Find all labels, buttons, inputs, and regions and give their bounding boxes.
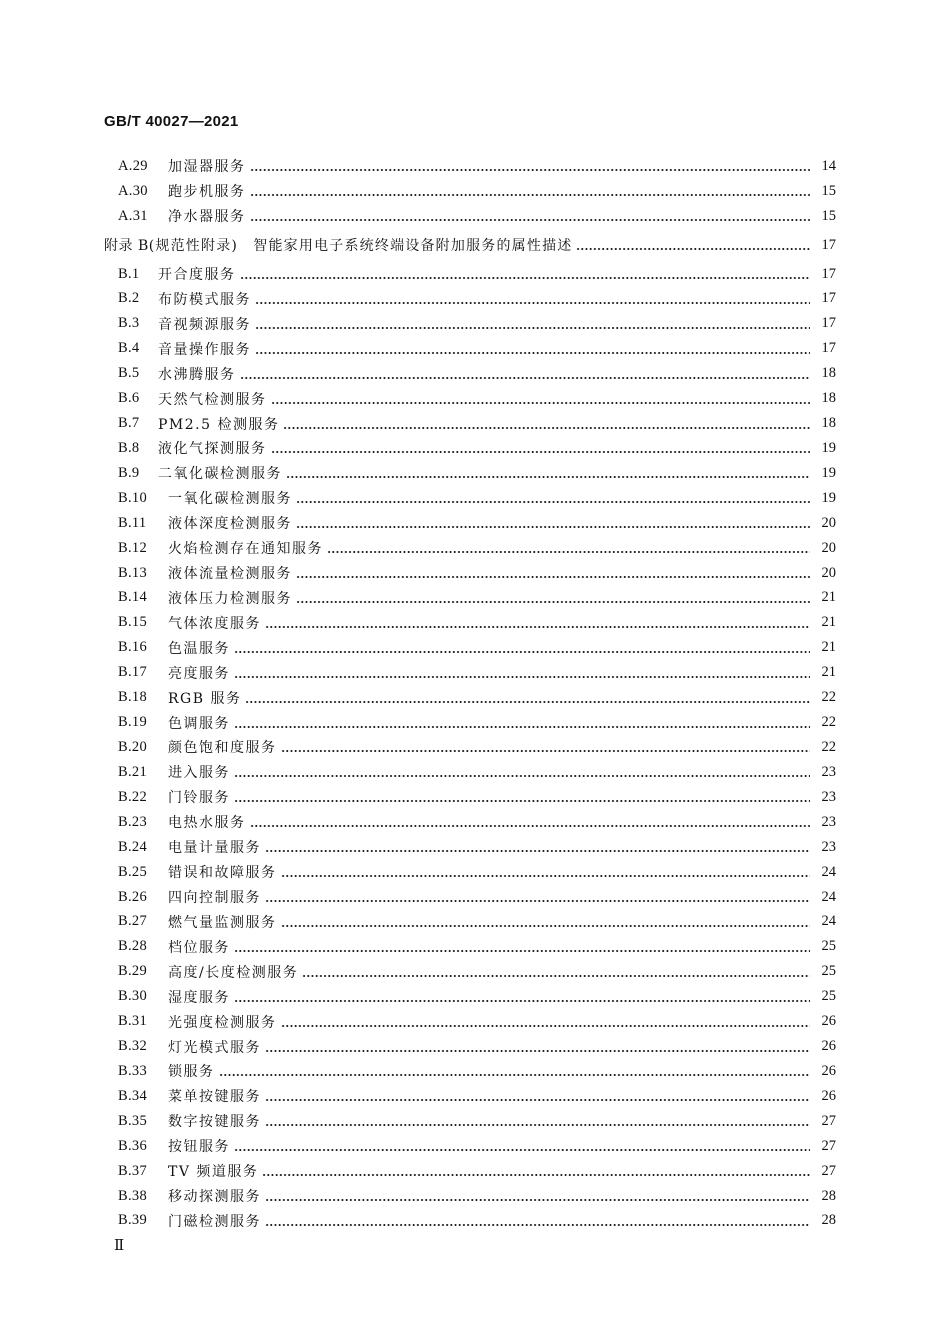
toc-dot-leader [286, 461, 810, 485]
toc-dot-leader [240, 262, 811, 286]
toc-entry-number: B.34 [118, 1087, 147, 1104]
toc-entry-title: 音量操作服务 [158, 341, 251, 358]
toc-entry-page-number: 21 [821, 614, 836, 631]
toc-entry-number: B.4 [118, 340, 140, 357]
toc-entry-title: 气体浓度服务 [168, 615, 261, 632]
toc-entry-number: B.12 [118, 539, 147, 556]
toc-entry-number: B.31 [118, 1013, 147, 1030]
toc-entry-title: TV 频道服务 [168, 1164, 259, 1181]
toc-entry[interactable] [118, 885, 836, 909]
toc-entry-number: B.28 [118, 938, 147, 955]
toc-dot-leader [296, 561, 810, 585]
toc-entry-number: B.33 [118, 1062, 147, 1079]
toc-entry-number: B.36 [118, 1137, 147, 1154]
toc-entry-title: 四向控制服务 [168, 890, 261, 906]
toc-entry-page-number: 21 [821, 664, 836, 681]
toc-entry[interactable] [118, 362, 836, 386]
toc-entry-number: B.18 [118, 689, 147, 706]
toc-entry[interactable] [118, 1184, 836, 1208]
toc-entry[interactable] [118, 312, 836, 336]
toc-entry-title: 门铃服务 [168, 790, 230, 807]
toc-entry-title: 液体流量检测服务 [168, 566, 292, 583]
toc-entry-page-number: 26 [821, 1087, 836, 1104]
toc-dot-leader [250, 179, 811, 203]
toc-entry[interactable] [118, 461, 836, 485]
toc-entry-title: 火焰检测存在通知服务 [168, 541, 323, 558]
toc-entry[interactable] [118, 1159, 836, 1183]
toc-entry-page-number: 14 [821, 157, 836, 174]
toc-dot-leader [250, 810, 811, 834]
toc-entry-number: B.7 [118, 415, 140, 432]
toc-entry[interactable] [118, 412, 836, 436]
toc-entry-title: PM2.5 检测服务 [158, 416, 280, 433]
toc-entry-title: 湿度服务 [168, 989, 230, 1006]
toc-entry-title: RGB 服务 [168, 690, 242, 707]
toc-entry-page-number: 26 [821, 1038, 836, 1055]
toc-entry-title: 菜单按键服务 [168, 1089, 261, 1106]
toc-entry-title: 光强度检测服务 [168, 1014, 277, 1031]
toc-entry-number: B.17 [118, 664, 147, 681]
toc-entry-title: 按钮服务 [168, 1139, 230, 1156]
toc-dot-leader [265, 1109, 810, 1133]
toc-entry-page-number: 20 [821, 564, 836, 581]
toc-entry-number: B.23 [118, 813, 147, 830]
toc-dot-leader [281, 860, 811, 884]
toc-entry[interactable] [118, 611, 836, 635]
toc-entry[interactable] [118, 985, 836, 1009]
toc-entry[interactable] [118, 785, 836, 809]
toc-dot-leader [245, 686, 810, 710]
toc-entry-page-number: 28 [821, 1212, 836, 1229]
toc-entry-number: 附录 B [104, 238, 149, 254]
toc-entry-page-number: 25 [821, 938, 836, 955]
toc-entry-number: B.13 [118, 564, 147, 581]
toc-entry-title: 净水器服务 [168, 209, 246, 225]
toc-entry-number: B.24 [118, 838, 147, 855]
toc-dot-leader [234, 935, 810, 959]
toc-dot-leader [262, 1159, 810, 1183]
toc-entry-page-number: 26 [821, 1013, 836, 1030]
toc-entry-page-number: 23 [821, 788, 836, 805]
toc-entry-page-number: 17 [821, 340, 836, 357]
toc-entry-number: B.26 [118, 888, 147, 905]
toc-entry[interactable] [118, 586, 836, 610]
toc-dot-leader [296, 486, 810, 510]
toc-entry-page-number: 25 [821, 988, 836, 1005]
toc-entry-number: B.2 [118, 290, 140, 307]
toc-entry-number: B.22 [118, 788, 147, 805]
toc-entry-number: B.29 [118, 963, 147, 980]
toc-dot-leader [234, 711, 810, 735]
toc-entry-title: 色温服务 [168, 640, 230, 657]
toc-entry[interactable] [118, 1035, 836, 1059]
toc-entry-page-number: 18 [821, 365, 836, 382]
toc-entry-number: B.39 [118, 1212, 147, 1229]
toc-entry-number: B.8 [118, 439, 140, 456]
toc-entry-number: B.30 [118, 988, 147, 1005]
toc-entry-title: 天然气检测服务 [158, 391, 267, 408]
toc-entry[interactable] [118, 835, 836, 859]
toc-entry-page-number: 22 [821, 738, 836, 755]
toc-dot-leader [281, 910, 811, 934]
toc-entry-page-number: 17 [821, 265, 836, 282]
toc-entry-page-number: 20 [821, 514, 836, 531]
toc-entry[interactable] [118, 1010, 836, 1034]
toc-entry-page-number: 27 [821, 1137, 836, 1154]
toc-entry-title: 门磁检测服务 [168, 1213, 261, 1230]
toc-dot-leader [265, 885, 810, 909]
toc-entry-title: (规范性附录) 智能家用电子系统终端设备附加服务的属性描述 [148, 238, 573, 254]
toc-entry-page-number: 15 [821, 182, 836, 199]
toc-entry-number: B.38 [118, 1187, 147, 1204]
toc-entry-number: B.32 [118, 1038, 147, 1055]
toc-entry-number: B.10 [118, 489, 147, 506]
document-standard-number: GB/T 40027—2021 [104, 113, 239, 130]
toc-dot-leader [234, 661, 810, 685]
toc-entry-page-number: 19 [821, 464, 836, 481]
toc-entry-number: A.31 [118, 207, 148, 224]
toc-entry-title: 跑步机服务 [168, 184, 246, 200]
toc-entry[interactable] [118, 910, 836, 934]
toc-entry-page-number: 18 [821, 415, 836, 432]
toc-entry-title: 档位服务 [168, 939, 230, 956]
toc-entry[interactable] [118, 661, 836, 685]
toc-entry-number: B.9 [118, 464, 140, 481]
toc-entry-page-number: 23 [821, 763, 836, 780]
toc-entry-number: B.5 [118, 365, 140, 382]
toc-entry-page-number: 26 [821, 1062, 836, 1079]
toc-entry-title: 开合度服务 [158, 267, 236, 283]
toc-entry[interactable] [118, 1059, 836, 1083]
toc-entry-page-number: 24 [821, 913, 836, 930]
toc-entry-title: 二氧化碳检测服务 [158, 466, 282, 483]
toc-entry-number: B.21 [118, 763, 147, 780]
toc-entry[interactable] [118, 1084, 836, 1108]
toc-entry[interactable] [118, 337, 836, 361]
toc-entry[interactable] [118, 287, 836, 311]
page-number: Ⅱ [114, 1238, 125, 1254]
toc-entry[interactable] [118, 860, 836, 884]
toc-dot-leader [255, 312, 810, 336]
toc-entry[interactable] [118, 760, 836, 784]
toc-entry-number: B.15 [118, 614, 147, 631]
toc-entry-page-number: 17 [821, 315, 836, 332]
toc-entry-page-number: 24 [821, 863, 836, 880]
toc-entry[interactable] [118, 179, 836, 203]
toc-entry-title: 液体压力检测服务 [168, 590, 292, 607]
toc-entry[interactable] [118, 561, 836, 585]
toc-dot-leader [234, 1134, 810, 1158]
toc-entry-number: B.19 [118, 714, 147, 731]
toc-entry-number: A.30 [118, 182, 148, 199]
toc-entry-page-number: 28 [821, 1187, 836, 1204]
toc-entry-title: 错误和故障服务 [168, 865, 277, 882]
toc-entry-number: B.35 [118, 1112, 147, 1129]
toc-entry-page-number: 23 [821, 813, 836, 830]
toc-entry[interactable] [118, 810, 836, 834]
toc-entry[interactable] [118, 735, 836, 759]
toc-entry[interactable] [118, 935, 836, 959]
toc-entry[interactable] [118, 711, 836, 735]
toc-dot-leader [234, 760, 810, 784]
toc-entry-title: 锁服务 [168, 1064, 215, 1081]
toc-entry-page-number: 27 [821, 1162, 836, 1179]
toc-dot-leader [271, 436, 811, 460]
toc-entry-page-number: 18 [821, 390, 836, 407]
toc-entry-title: 移动探测服务 [168, 1189, 261, 1206]
toc-dot-leader [283, 412, 810, 436]
toc-entry[interactable] [118, 960, 836, 984]
toc-entry-number: B.20 [118, 738, 147, 755]
toc-dot-leader [250, 204, 811, 228]
toc-dot-leader [271, 387, 811, 411]
toc-entry-page-number: 19 [821, 439, 836, 456]
toc-entry-title: 一氧化碳检测服务 [168, 491, 292, 508]
toc-entry-number: A.29 [118, 157, 148, 174]
toc-entry-title: 电量计量服务 [168, 840, 261, 857]
toc-entry-number: B.37 [118, 1162, 147, 1179]
toc-entry-title: 布防模式服务 [158, 291, 251, 308]
toc-entry[interactable] [118, 536, 836, 560]
toc-entry-page-number: 15 [821, 207, 836, 224]
toc-entry-title: 电热水服务 [168, 815, 246, 832]
toc-entry-number: B.3 [118, 315, 140, 332]
toc-dot-leader [265, 611, 810, 635]
toc-entry-page-number: 24 [821, 888, 836, 905]
toc-dot-leader [250, 154, 811, 178]
toc-entry-page-number: 20 [821, 539, 836, 556]
toc-dot-leader [265, 1084, 810, 1108]
toc-entry-page-number: 23 [821, 838, 836, 855]
toc-dot-leader [265, 835, 810, 859]
toc-entry[interactable] [118, 204, 836, 228]
toc-entry-page-number: 21 [821, 589, 836, 606]
toc-dot-leader [302, 960, 810, 984]
toc-entry-title: 音视频源服务 [158, 316, 251, 333]
toc-entry-number: B.16 [118, 639, 147, 656]
toc-entry[interactable] [118, 436, 836, 460]
toc-entry[interactable] [118, 686, 836, 710]
toc-dot-leader [255, 337, 810, 361]
toc-entry-title: 高度/长度检测服务 [168, 964, 299, 981]
toc-entry[interactable] [118, 511, 836, 535]
toc-dot-leader [296, 586, 810, 610]
toc-dot-leader [281, 1010, 811, 1034]
toc-entry-page-number: 22 [821, 689, 836, 706]
toc-entry-title: 数字按键服务 [168, 1114, 261, 1131]
toc-entry[interactable] [118, 154, 836, 178]
toc-entry-number: B.25 [118, 863, 147, 880]
toc-entry-title: 液体深度检测服务 [168, 516, 292, 533]
toc-entry-title: 灯光模式服务 [168, 1039, 261, 1056]
toc-entry[interactable] [118, 387, 836, 411]
toc-dot-leader [296, 511, 810, 535]
toc-entry[interactable] [104, 233, 836, 257]
toc-entry-page-number: 27 [821, 1112, 836, 1129]
toc-dot-leader [265, 1035, 810, 1059]
toc-dot-leader [240, 362, 811, 386]
toc-entry-number: B.14 [118, 589, 147, 606]
toc-dot-leader [265, 1209, 810, 1233]
toc-entry-page-number: 21 [821, 639, 836, 656]
toc-entry[interactable] [118, 262, 836, 286]
toc-entry-title: 液化气探测服务 [158, 441, 267, 458]
toc-entry-title: 水沸腾服务 [158, 366, 236, 383]
toc-entry-page-number: 25 [821, 963, 836, 980]
toc-dot-leader [265, 1184, 810, 1208]
toc-dot-leader [281, 735, 811, 759]
toc-entry-number: B.11 [118, 514, 147, 531]
toc-entry-number: B.1 [118, 265, 140, 282]
toc-entry[interactable] [118, 1134, 836, 1158]
toc-entry-page-number: 17 [821, 236, 836, 253]
toc-dot-leader [234, 785, 810, 809]
toc-entry-title: 亮度服务 [168, 665, 230, 682]
toc-entry-number: B.27 [118, 913, 147, 930]
toc-entry-page-number: 19 [821, 489, 836, 506]
toc-dot-leader [234, 636, 810, 660]
toc-entry[interactable] [118, 636, 836, 660]
toc-entry-number: B.6 [118, 390, 140, 407]
toc-entry-page-number: 22 [821, 714, 836, 731]
toc-entry-title: 颜色饱和度服务 [168, 740, 277, 757]
toc-entry-title: 色调服务 [168, 715, 230, 732]
toc-dot-leader [255, 287, 810, 311]
toc-dot-leader [219, 1059, 811, 1083]
toc-entry-title: 燃气量监测服务 [168, 914, 277, 931]
toc-entry[interactable] [118, 1209, 836, 1233]
toc-entry-title: 进入服务 [168, 765, 230, 782]
toc-entry-page-number: 17 [821, 290, 836, 307]
toc-entry[interactable] [118, 486, 836, 510]
toc-dot-leader [234, 985, 810, 1009]
toc-entry[interactable] [118, 1109, 836, 1133]
toc-entry-title: 加湿器服务 [168, 159, 246, 175]
toc-dot-leader [576, 233, 810, 257]
toc-dot-leader [327, 536, 810, 560]
